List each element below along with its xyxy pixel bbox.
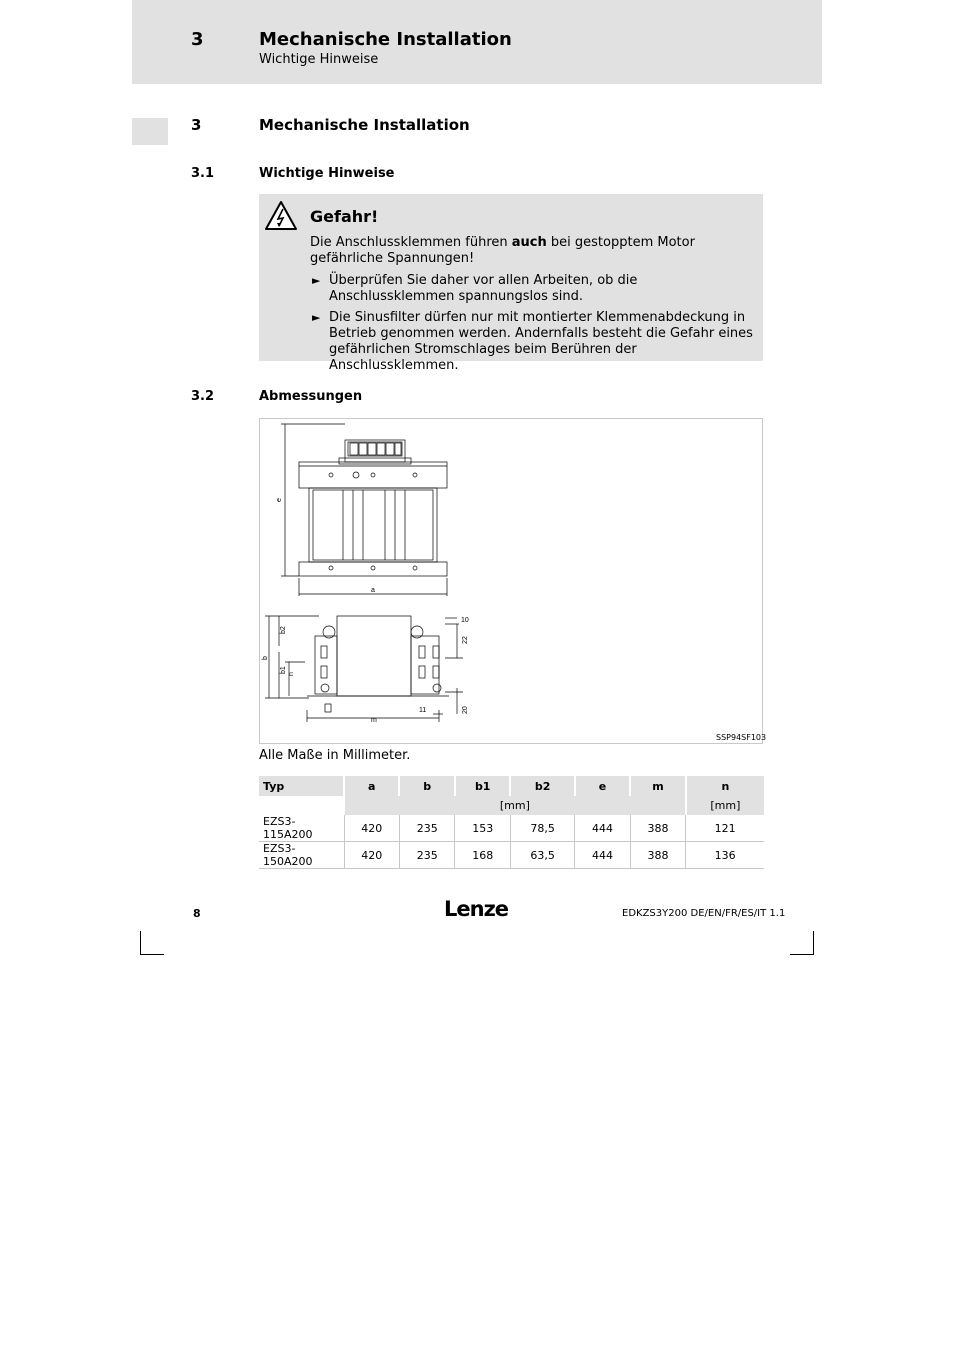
table-unit-row — [259, 796, 764, 815]
unit-mm-n: [mm] — [686, 796, 764, 815]
warning-electric-icon — [264, 200, 298, 232]
dim-label-22: 22 — [462, 636, 469, 644]
dim-label-e: e — [276, 498, 283, 502]
dim-label-b1: b1 — [280, 666, 287, 674]
table-header-row — [259, 776, 764, 796]
dim-label-n: n — [288, 672, 295, 676]
bullet-arrow-icon: ► — [312, 274, 321, 287]
dim-label-b2: b2 — [280, 626, 287, 634]
header-subtitle: Wichtige Hinweise — [259, 52, 379, 67]
subsection-number: 3.1 — [191, 166, 215, 181]
table-row: EZS3-150A200 420 235 168 63,5 444 388 136 — [259, 842, 764, 869]
dim-label-11: 11 — [419, 707, 427, 714]
col-header-a: a — [344, 776, 399, 796]
danger-text: Die Anschlussklemmen führen auch bei gestopptem Motor gefährliche Spannungen! — [310, 235, 695, 266]
dim-label-a: a — [371, 587, 375, 594]
section-title: Mechanische Installation — [259, 116, 470, 134]
page-number: 8 — [193, 907, 201, 920]
col-header-m: m — [630, 776, 685, 796]
header-chapter-number: 3 — [191, 29, 204, 50]
bullet-arrow-icon: ► — [312, 311, 321, 324]
col-header-typ: Typ — [259, 776, 344, 796]
header-chapter-title: Mechanische Installation — [259, 29, 512, 50]
side-tab-marker — [132, 118, 168, 145]
subsection-title: Abmessungen — [259, 389, 363, 404]
figure-caption: Alle Maße in Millimeter. — [259, 748, 411, 763]
table-row: EZS3-115A200 420 235 153 78,5 444 388 121 — [259, 815, 764, 842]
col-header-e: e — [575, 776, 630, 796]
dimension-drawing — [259, 418, 763, 744]
document-id: EDKZS3Y200 DE/EN/FR/ES/IT 1.1 — [622, 908, 786, 919]
danger-title: Gefahr! — [310, 207, 379, 226]
crop-mark — [140, 954, 164, 955]
section-number: 3 — [191, 116, 202, 134]
col-header-b1: b1 — [455, 776, 510, 796]
subsection-title: Wichtige Hinweise — [259, 166, 395, 181]
dim-label-m: m — [371, 717, 377, 724]
dim-label-b: b — [262, 656, 269, 660]
figure-id: SSP94SF103 — [716, 733, 767, 742]
dim-label-20: 20 — [462, 706, 469, 714]
col-header-b: b — [399, 776, 454, 796]
subsection-number: 3.2 — [191, 389, 215, 404]
col-header-n: n — [686, 776, 764, 796]
dim-label-10: 10 — [461, 617, 469, 624]
crop-mark — [813, 931, 814, 955]
crop-mark — [790, 954, 814, 955]
col-header-b2: b2 — [510, 776, 574, 796]
unit-mm: [mm] — [344, 796, 686, 815]
dimensions-table — [259, 776, 764, 869]
crop-mark — [140, 931, 141, 955]
lenze-logo: Lenze — [444, 897, 509, 921]
